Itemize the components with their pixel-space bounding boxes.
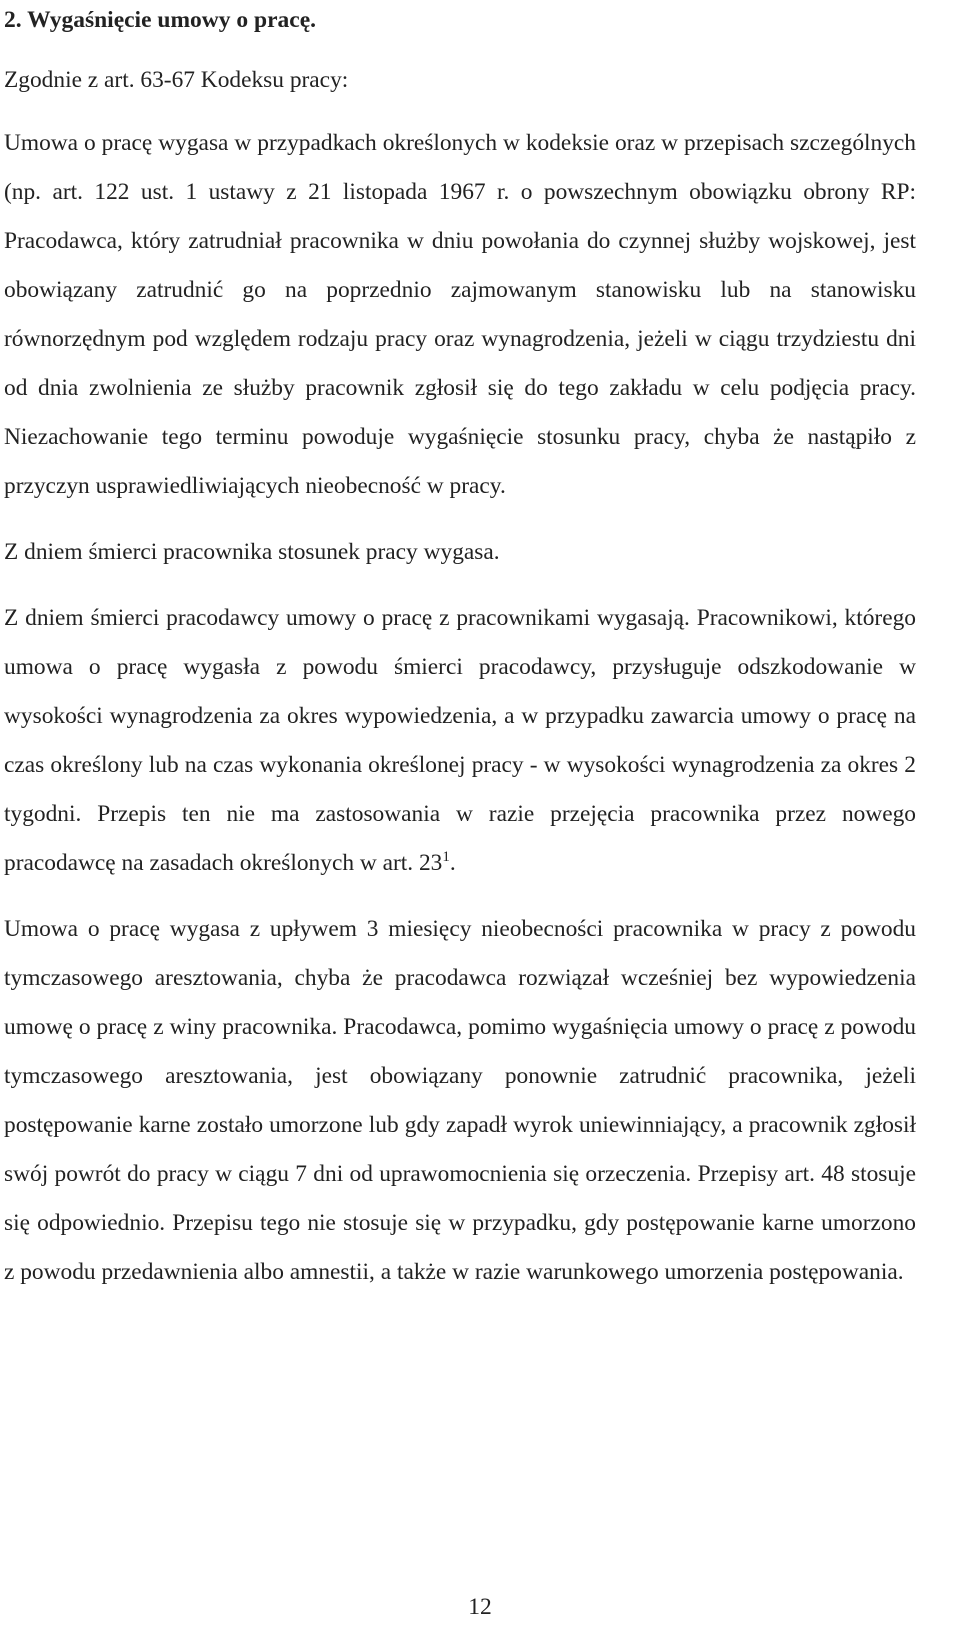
section-heading: 2. Wygaśnięcie umowy o pracę. <box>4 7 316 33</box>
document-page <box>4 0 916 1297</box>
paragraph-employer-death <box>4 594 916 888</box>
intro-paragraph: Zgodnie z art. 63-67 Kodeksu pracy: <box>4 67 349 93</box>
paragraph-employer-death-end: . <box>449 850 456 876</box>
paragraph-employer-death-text: Z dniem śmierci pracodawcy umowy o pracę z pracownikami wygasają. Pracownikowi, którego umowa o pracę wygasła z powodu śmierci pracodawcy, przysługuje odszkodowanie w wysokości wynagrodzenia za okres wypowiedzenia, a w przypadku zawarcia umowy o pracę na czas określony lub na czas wykonania określonej pracy - w wysokości wynagrodzenia za okres 2 tygodni. Przepis ten nie ma zastosowania w razie przejęcia pracownika przez nowego pracodawcę na zasadach określonych w art. 23 <box>4 605 916 876</box>
page-number: 12 <box>468 1594 492 1620</box>
paragraph-statutory-expiry: Umowa o pracę wygasa w przypadkach określonych w kodeksie oraz w przepisach szczególnych (np. art. 122 ust. 1 ustawy z 21 listopada 1967 r. o powszechnym obowiązku obrony RP: Pracodawca, który zatrudniał pracownika w dniu powołania do czynnej służby wojskowej, jest obowiązany zatrudnić go na poprzednio zajmowanym stanowisku lub na stanowisku równorzędnym pod względem rodzaju pracy oraz wynagrodzenia, jeżeli w ciągu trzydziestu dni od dnia zwolnienia ze służby pracownik zgłosił się do tego zakładu w celu podjęcia pracy. Niezachowanie tego terminu powoduje wygaśnięcie stosunku pracy, chyba że nastąpiło z przyczyn usprawiedliwiających nieobecność w pracy. <box>4 130 916 499</box>
article-superscript: 1 <box>442 849 450 865</box>
paragraph-temporary-arrest: Umowa o pracę wygasa z upływem 3 miesięcy nieobecności pracownika w pracy z powodu tymczasowego aresztowania, chyba że pracodawca rozwiązał wcześniej bez wypowiedzenia umowę o pracę z winy pracownika. Pracodawca, pomimo wygaśnięcia umowy o pracę z powodu tymczasowego aresztowania, jest obowiązany ponownie zatrudnić pracownika, jeżeli postępowanie karne zostało umorzone lub gdy zapadł wyrok uniewinniający, a pracownik zgłosił swój powrót do pracy w ciągu 7 dni od uprawomocnienia się orzeczenia. Przepisy art. 48 stosuje się odpowiednio. Przepisu tego nie stosuje się w przypadku, gdy postępowanie karne umorzono z powodu przedawnienia albo amnestii, a także w razie warunkowego umorzenia postępowania. <box>4 916 916 1285</box>
paragraph-employee-death: Z dniem śmierci pracownika stosunek pracy wygasa. <box>4 539 500 565</box>
